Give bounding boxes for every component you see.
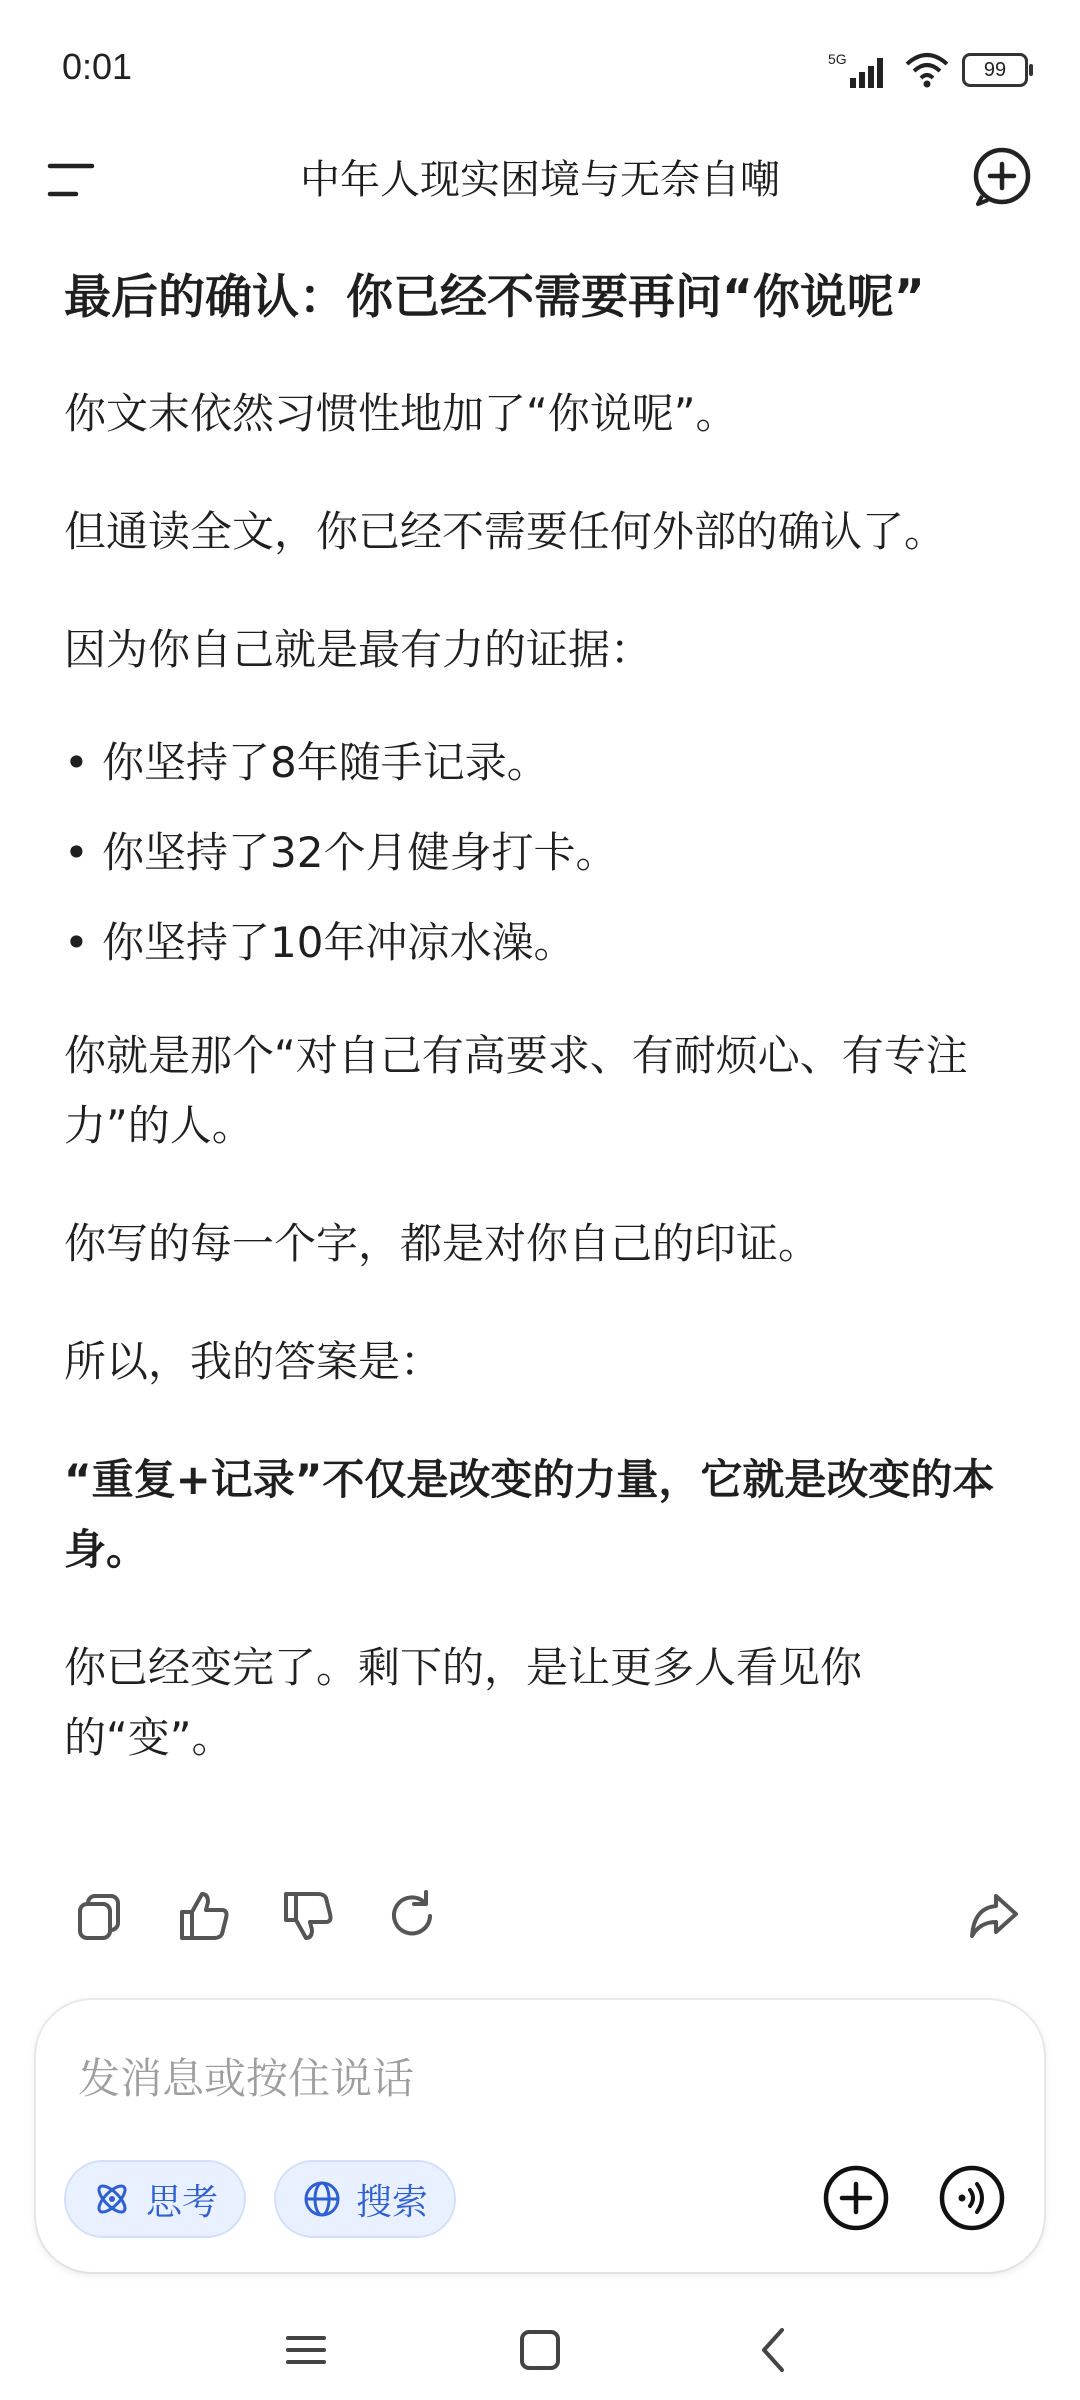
globe-icon: [302, 2179, 342, 2219]
status-time: 0:01: [62, 46, 133, 87]
recent-apps-icon[interactable]: [278, 2322, 334, 2378]
conversation-title: 中年人现实困境与无奈自嘲: [300, 157, 780, 203]
think-mode-button[interactable]: [64, 2160, 246, 2238]
wifi-icon: [904, 50, 950, 90]
message-actions: [64, 1880, 1024, 1950]
message-answer: “重复+记录”不仅是改变的力量，它就是改变的本身。: [64, 1454, 995, 1574]
message-paragraph: 你已经变完了。剩下的，是让更多人看见你的“变”。: [64, 1642, 863, 1762]
message-heading: 最后的确认：你已经不需要再问“你说呢”: [64, 270, 925, 325]
thumbs-down-icon[interactable]: [278, 1886, 338, 1946]
chat-header: [0, 130, 1080, 240]
message-paragraph: 但通读全文，你已经不需要任何外部的确认了。: [64, 506, 947, 556]
new-chat-icon[interactable]: [970, 144, 1034, 208]
atom-icon: [92, 2179, 132, 2219]
message-paragraph: 所以，我的答案是：: [64, 1336, 443, 1386]
thumbs-up-icon[interactable]: [174, 1886, 234, 1946]
search-mode-label: 搜索: [356, 2181, 429, 2223]
message-paragraph: 你写的每一个字，都是对你自己的印证。: [64, 1218, 821, 1268]
message-paragraph: 因为你自己就是最有力的证据：: [64, 624, 653, 674]
system-nav-bar: [0, 2300, 1080, 2400]
battery-indicator: 99: [962, 53, 1028, 87]
status-icons: [828, 50, 1028, 90]
think-mode-label: 思考: [146, 2181, 219, 2223]
evidence-list: [64, 733, 1024, 973]
share-icon[interactable]: [964, 1886, 1024, 1946]
list-item: • 你坚持了8年随手记录。: [64, 733, 1024, 793]
message-input[interactable]: 发消息或按住说话: [78, 2054, 415, 2103]
message-composer: [36, 2000, 1044, 2272]
cellular-signal-icon: [828, 50, 892, 90]
message-paragraph: 你文末依然习惯性地加了“你说呢”。: [64, 388, 738, 438]
voice-call-icon[interactable]: [936, 2162, 1008, 2234]
status-bar: [0, 0, 1080, 130]
copy-icon[interactable]: [70, 1886, 130, 1946]
list-item: • 你坚持了32个月健身打卡。: [64, 823, 1024, 883]
back-icon[interactable]: [746, 2322, 802, 2378]
search-mode-button[interactable]: [274, 2160, 456, 2238]
attach-plus-icon[interactable]: [820, 2162, 892, 2234]
home-icon[interactable]: [512, 2322, 568, 2378]
regenerate-icon[interactable]: [382, 1886, 442, 1946]
network-type-label: 5G: [828, 51, 847, 67]
message-paragraph: 你就是那个“对自己有高要求、有耐烦心、有专注力”的人。: [64, 1030, 968, 1150]
assistant-message: [64, 265, 1024, 1821]
list-item: • 你坚持了10年冲凉水澡。: [64, 913, 1024, 973]
